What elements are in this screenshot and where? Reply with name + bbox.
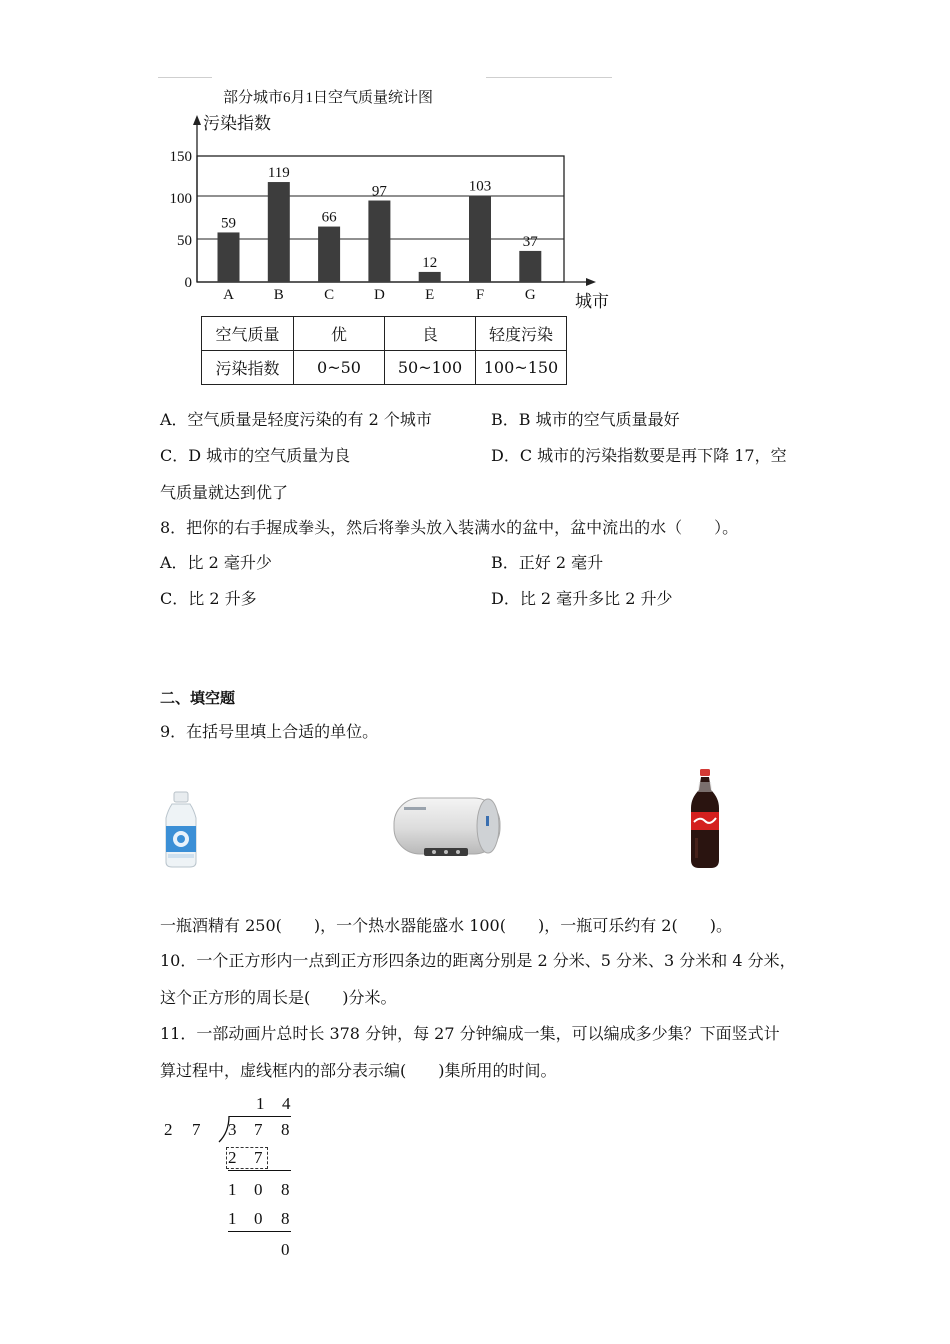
section-title: 二、填空题 xyxy=(160,689,236,707)
subtraction-line xyxy=(228,1170,291,1171)
x-tick-label: D xyxy=(373,287,385,303)
x-axis-arrow xyxy=(586,278,596,286)
data-label: 59 xyxy=(221,215,236,232)
table-row xyxy=(202,317,567,351)
data-label: 12 xyxy=(422,254,438,271)
q8-option-a[interactable]: A．比 2 毫升少 xyxy=(160,553,272,572)
bar-e xyxy=(419,272,441,282)
step1-digit: 2 xyxy=(228,1148,237,1167)
remainder-digit: 8 xyxy=(281,1180,290,1199)
header-line-right xyxy=(486,77,612,78)
y-axis-label: 污染指数 xyxy=(203,114,271,133)
x-tick-label: E xyxy=(425,287,435,303)
data-label: 103 xyxy=(468,178,492,195)
y-tick-label: 0 xyxy=(184,275,192,291)
q9-stem: 9．在括号里填上合适的单位。 xyxy=(160,722,379,741)
remainder-digit: 0 xyxy=(254,1180,263,1199)
header-line-left xyxy=(158,77,212,78)
table-cell: 100~150 xyxy=(476,351,567,385)
data-label: 66 xyxy=(321,209,337,226)
y-axis-arrow xyxy=(193,115,201,125)
subtraction-line xyxy=(228,1231,291,1232)
table-cell: 轻度污染 xyxy=(476,317,567,351)
q7-option-a[interactable]: A．空气质量是轻度污染的有 2 个城市 xyxy=(160,410,432,429)
x-tick-label: C xyxy=(324,287,335,303)
table-row xyxy=(202,351,567,385)
q11-line2: 算过程中，虚线框内的部分表示编( )集所用的时间。 xyxy=(160,1061,557,1080)
x-tick-label: B xyxy=(273,287,284,303)
q7-option-d[interactable]: D．C 城市的污染指数要是再下降 17，空 xyxy=(491,446,787,465)
remainder-digit: 1 xyxy=(228,1180,237,1199)
table-cell: 污染指数 xyxy=(202,351,294,385)
alcohol-bottle-image xyxy=(160,790,202,870)
final-remainder: 0 xyxy=(281,1240,290,1259)
chart-title: 部分城市6月1日空气质量统计图 xyxy=(222,90,434,106)
y-tick-label: 150 xyxy=(169,149,192,165)
q10-line2: 这个正方形的周长是( )分米。 xyxy=(160,988,397,1007)
x-tick-label: G xyxy=(524,287,536,303)
q9-fill-text: 一瓶酒精有 250( )，一个热水器能盛水 100( )，一瓶可乐约有 2( )。 xyxy=(160,916,732,935)
q11-line1: 11．一部动画片总时长 378 分钟，每 27 分钟编成一集，可以编成多少集？下面竖式计 xyxy=(160,1024,780,1043)
q7-option-c[interactable]: C．D 城市的空气质量为良 xyxy=(160,446,351,465)
quotient-digit: 4 xyxy=(282,1094,291,1113)
table-cell: 优 xyxy=(294,317,385,351)
air-quality-bar-chart xyxy=(158,85,618,317)
q8-stem: 8．把你的右手握成拳头，然后将拳头放入装满水的盆中，盆中流出的水（ ）。 xyxy=(160,518,739,537)
table-cell: 良 xyxy=(385,317,476,351)
data-label: 119 xyxy=(267,165,290,182)
bar-b xyxy=(268,182,290,282)
water-heater-image xyxy=(388,794,504,862)
bar-d xyxy=(368,201,390,282)
q8-option-b[interactable]: B．正好 2 毫升 xyxy=(491,553,604,572)
step2-digit: 1 xyxy=(228,1209,237,1228)
step2-digit: 8 xyxy=(281,1209,290,1228)
cola-bottle-image xyxy=(685,768,725,870)
table-cell: 50~100 xyxy=(385,351,476,385)
quotient-digit: 1 xyxy=(256,1094,265,1113)
air-quality-table xyxy=(201,316,567,385)
table-cell: 空气质量 xyxy=(202,317,294,351)
q7-option-d-continued: 气质量就达到优了 xyxy=(160,483,289,502)
bar-c xyxy=(318,227,340,282)
x-tick-label: F xyxy=(475,287,485,303)
step2-digit: 0 xyxy=(254,1209,263,1228)
data-label: 97 xyxy=(371,183,387,200)
q8-option-d[interactable]: D．比 2 毫升多比 2 升少 xyxy=(491,589,673,608)
divisor-digit: 2 xyxy=(164,1120,173,1139)
dividend-digit: 3 xyxy=(228,1120,237,1139)
q8-option-c[interactable]: C．比 2 升多 xyxy=(160,589,257,608)
data-label: 37 xyxy=(522,233,538,250)
q7-option-b[interactable]: B．B 城市的空气质量最好 xyxy=(491,410,680,429)
y-tick-label: 50 xyxy=(177,233,192,249)
step1-digit: 7 xyxy=(254,1148,263,1167)
bar-a xyxy=(218,232,240,282)
x-axis-label: 城市 xyxy=(575,292,609,311)
table-cell: 0~50 xyxy=(294,351,385,385)
division-bar xyxy=(229,1116,291,1117)
divisor-digit: 7 xyxy=(192,1120,201,1139)
q10-line1: 10．一个正方形内一点到正方形四条边的距离分别是 2 分米、5 分米、3 分米和 4 分米， xyxy=(160,951,796,970)
y-tick-label: 100 xyxy=(169,191,192,207)
dividend-digit: 7 xyxy=(254,1120,263,1139)
dividend-digit: 8 xyxy=(281,1120,290,1139)
x-tick-label: A xyxy=(223,287,234,303)
bar-g xyxy=(519,251,541,282)
bar-f xyxy=(469,195,491,282)
